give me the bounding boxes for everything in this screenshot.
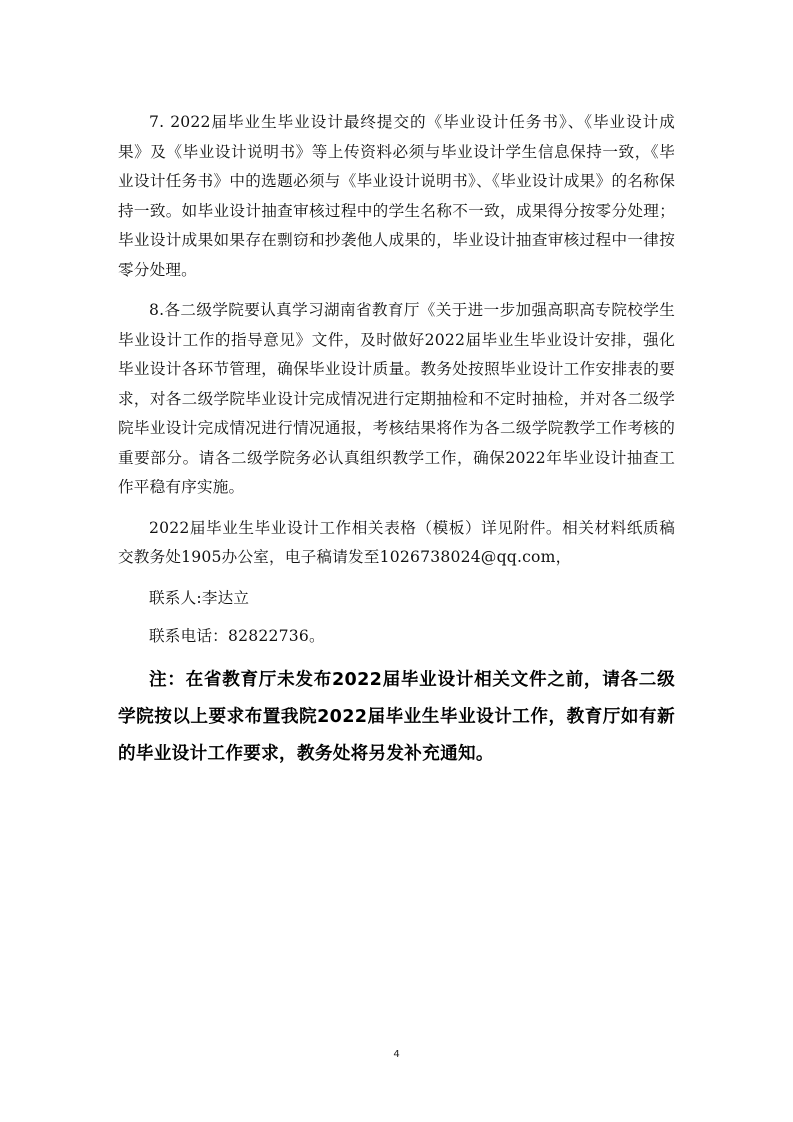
contact-person: 联系人:李达立 <box>149 588 250 607</box>
paragraph-item-7: 7. 2022届毕业生毕业设计最终提交的《毕业设计任务书》、《毕业设计成果》及《毕业设计说明书》等上传资料必须与毕业设计学生信息保持一致，《毕业设计任务书》中的选题必须与《毕业设计说明书》、《毕业设计成果》的名称保持一致。如毕业设计抽查审核过程中的学生名称不一致，成果得分按零分处理；毕业设计成果如果存在剽窃和抄袭他人成果的，毕业设计抽查审核过程中一律按零分处理。 <box>118 113 675 279</box>
paragraph-item-8: 8.各二级学院要认真学习湖南省教育厅《关于进一步加强高职高专院校学生毕业设计工作的指导意见》文件，及时做好2022届毕业生毕业设计安排，强化毕业设计各环节管理，确保毕业设计质量。教务处按照毕业设计工作安排表的要求，对各二级学院毕业设计完成情况进行定期抽检和不定时抽检，并对各二级学院毕业设计完成情况进行情况通报，考核结果将作为各二级学院教学工作考核的重要部分。请各二级学院务必认真组织教学工作，确保2022年毕业设计抽查工作平稳有序实施。 <box>118 301 675 496</box>
paragraph-attachments: 2022届毕业生毕业设计工作相关表格（模板）详见附件。相关材料纸质稿交教务处1905办公室，电子稿请发至1026738024@qq.com， <box>118 518 675 566</box>
note-paragraph: 注：在省教育厅未发布2022届毕业设计相关文件之前，请各二级学院按以上要求布置我院2022届毕业生毕业设计工作，教育厅如有新的毕业设计工作要求，教务处将另发补充通知。 <box>118 669 675 764</box>
document-body <box>118 108 675 790</box>
contact-phone: 联系电话：82822736。 <box>149 627 325 645</box>
page-number: 4 <box>393 1049 400 1060</box>
